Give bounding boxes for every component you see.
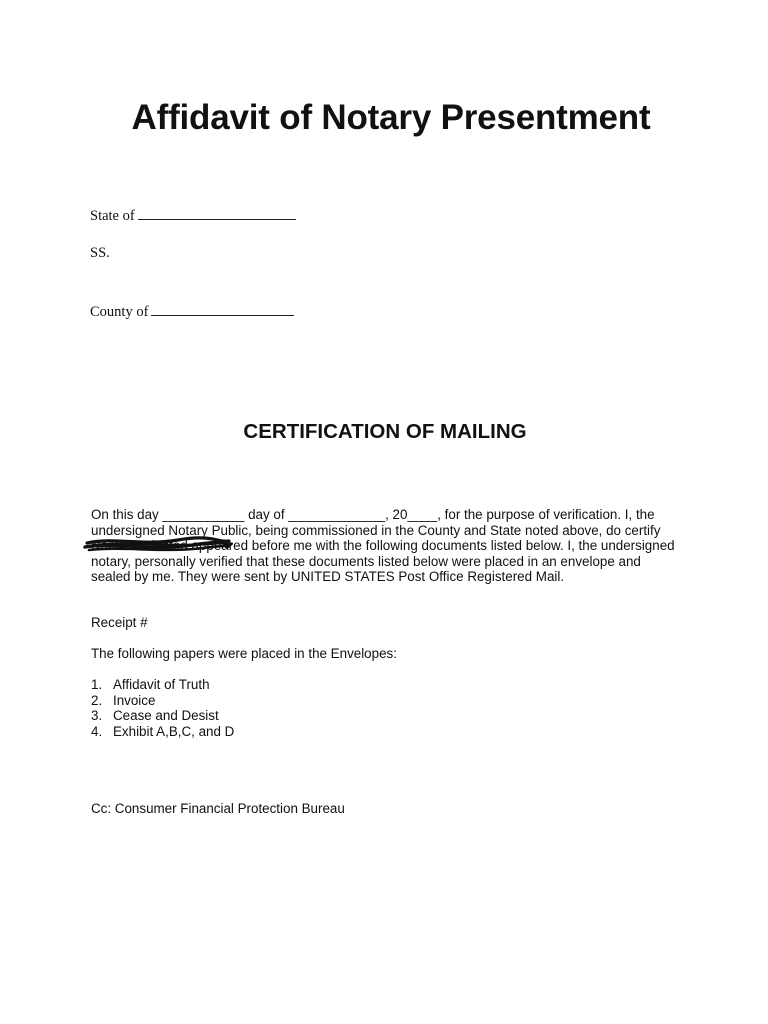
cc-line: Cc: Consumer Financial Protection Bureau [91,801,345,816]
list-item-label: Invoice [113,692,156,708]
county-blank-line [151,301,294,316]
list-item [91,693,234,709]
state-blank-line [138,205,296,220]
list-item-label: Cease and Desist [113,708,219,724]
paragraph-part2: appeared before me with the following documents listed below. I, the undersigned notary, personally verified that these documents listed below were placed in an envelope and sealed by me. They were sent by UNITED STATES Post Office Registered Mail. [91,538,675,585]
list-item [91,677,234,693]
list-item [91,724,234,740]
state-field [90,205,296,225]
certification-paragraph [91,507,681,585]
county-field [90,301,294,321]
list-item-label: Affidavit of Truth [113,677,210,692]
county-label: County of [90,304,149,320]
redaction [91,538,188,554]
ss-label: SS. [90,245,110,261]
list-intro: The following papers were placed in the Envelopes: [91,646,397,661]
list-item [91,708,234,724]
redacted-name: Name Redacted [91,538,188,554]
documents-list [91,677,234,739]
ss-field [90,244,110,262]
section-title: CERTIFICATION OF MAILING [243,420,527,443]
list-item-number: 2. [91,692,103,708]
list-item-number: 1. [91,677,103,692]
list-item-label: Exhibit A,B,C, and D [113,723,235,739]
receipt-label: Receipt # [91,615,148,630]
document-title: Affidavit of Notary Presentment [131,98,651,137]
state-label: State of [90,208,135,224]
list-item-number: 3. [91,708,103,724]
list-item-number: 4. [91,723,103,739]
paragraph-part1: On this day ___________ day of _____________, 20____, for the purpose of verification. I, the undersigned Notary Public, being commissioned in the County and State noted above, do certify [91,507,661,538]
